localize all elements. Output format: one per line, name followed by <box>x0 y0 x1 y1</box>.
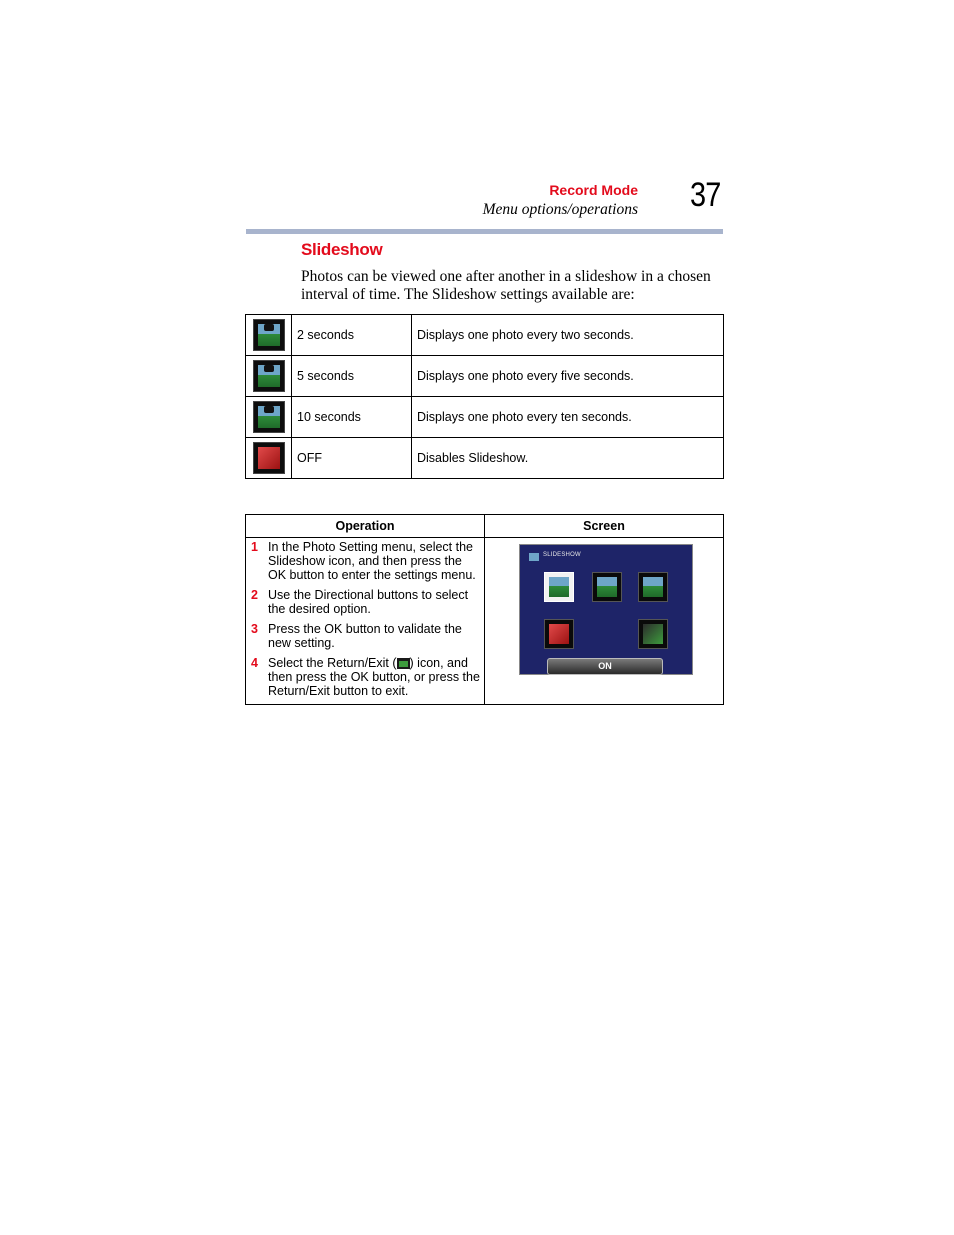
slideshow-off-icon <box>549 624 569 644</box>
option-10s[interactable] <box>638 572 668 602</box>
selected-value-bar: ON <box>547 658 663 675</box>
step-text-before: Select the Return/Exit ( <box>268 656 397 670</box>
step-text <box>268 656 480 698</box>
chapter-title: Record Mode <box>549 182 638 198</box>
step-text: Use the Directional buttons to select the desired option. <box>268 588 469 616</box>
setting-name: 10 seconds <box>292 397 412 438</box>
option-5s[interactable] <box>592 572 622 602</box>
return-icon <box>643 624 663 644</box>
screen-title: SLIDESHOW <box>543 552 581 558</box>
slideshow-2s-icon <box>253 319 285 351</box>
icon-cell <box>246 397 292 438</box>
return-button[interactable] <box>638 619 668 649</box>
table-row <box>246 397 724 438</box>
screen-cell <box>485 538 724 705</box>
setting-description: Disables Slideshow. <box>412 438 724 479</box>
list-item <box>246 588 484 616</box>
icon-cell <box>246 438 292 479</box>
list-item <box>246 622 484 650</box>
slideshow-title-icon <box>529 553 539 561</box>
photo-icon <box>643 577 663 597</box>
section-subtitle: Menu options/operations <box>482 201 638 218</box>
step-text: In the Photo Setting menu, select the Slideshow icon, and then press the OK button to enter the settings menu. <box>268 540 476 582</box>
table-header-row <box>246 515 724 538</box>
table-row <box>246 538 724 705</box>
option-off[interactable] <box>544 619 574 649</box>
setting-description: Displays one photo every ten seconds. <box>412 397 724 438</box>
list-item <box>246 540 484 582</box>
slideshow-settings-table <box>245 314 724 479</box>
slideshow-10s-icon <box>253 401 285 433</box>
icon-cell <box>246 315 292 356</box>
option-2s-selected[interactable] <box>544 572 574 602</box>
step-text: Press the OK button to validate the new setting. <box>268 622 462 650</box>
photo-icon <box>597 577 617 597</box>
header-rule <box>246 229 723 234</box>
slideshow-5s-icon <box>253 360 285 392</box>
setting-description: Displays one photo every five seconds. <box>412 356 724 397</box>
slideshow-off-icon <box>253 442 285 474</box>
setting-name: 5 seconds <box>292 356 412 397</box>
return-exit-icon <box>397 658 410 669</box>
setting-name: 2 seconds <box>292 315 412 356</box>
table-row <box>246 438 724 479</box>
slideshow-screen <box>519 544 693 675</box>
screen-column-header: Screen <box>485 515 724 538</box>
operation-column-header: Operation <box>246 515 485 538</box>
setting-name: OFF <box>292 438 412 479</box>
page-number: 37 <box>690 176 721 214</box>
photo-icon <box>549 577 569 597</box>
section-title: Slideshow <box>301 240 383 259</box>
operation-steps-cell <box>246 538 485 705</box>
intro-paragraph: Photos can be viewed one after another in a slideshow in a chosen interval of time. The Slideshow settings available are: <box>301 268 711 303</box>
step-text-after: ) icon, and then press the OK button, or press the Return/Exit button to exit. <box>268 656 480 698</box>
operation-table <box>245 514 724 705</box>
table-row <box>246 356 724 397</box>
setting-description: Displays one photo every two seconds. <box>412 315 724 356</box>
step-number: 1 <box>251 540 258 554</box>
list-item <box>246 656 484 698</box>
table-row <box>246 315 724 356</box>
icon-cell <box>246 356 292 397</box>
step-number: 4 <box>251 656 258 670</box>
step-number: 3 <box>251 622 258 636</box>
step-number: 2 <box>251 588 258 602</box>
